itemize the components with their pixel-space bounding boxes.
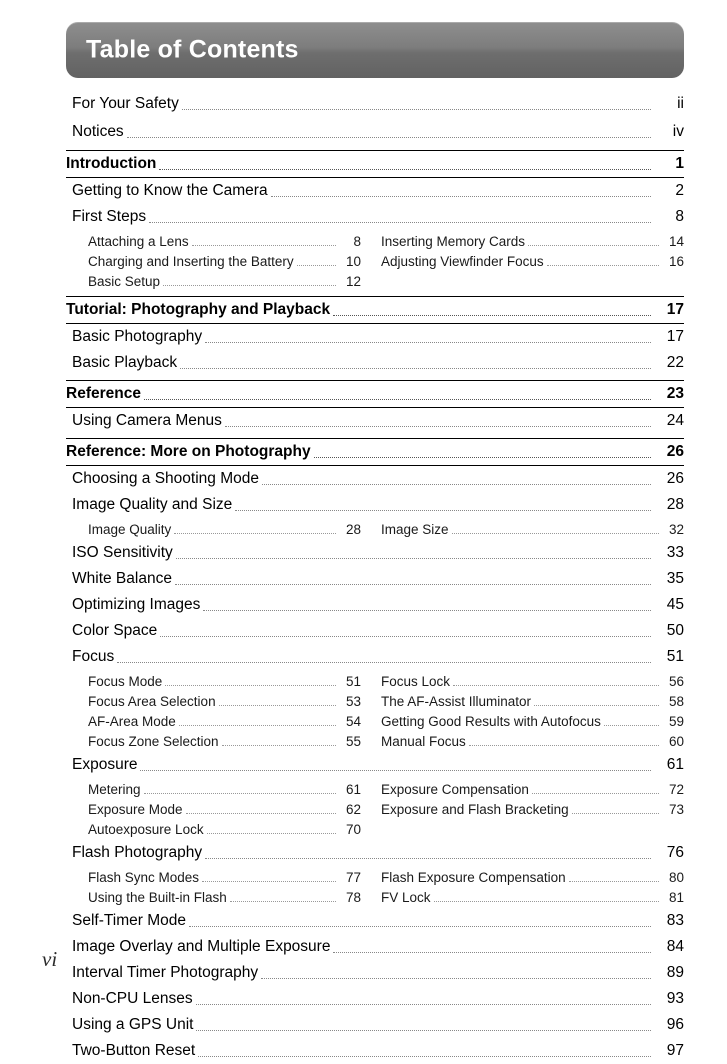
toc-entry-label: For Your Safety [72, 95, 179, 112]
toc-entry-page-number: 22 [666, 354, 684, 371]
toc-entry-label: Image Quality and Size [72, 496, 233, 513]
toc-entry-sub[interactable] [381, 867, 684, 887]
toc-entry-level2[interactable] [66, 960, 684, 986]
toc-entry-sub[interactable] [381, 251, 684, 271]
toc-entry-page-number: 80 [668, 869, 684, 885]
dot-leader [160, 636, 651, 637]
toc-entry-page-number: 8 [353, 233, 361, 249]
toc-entry-label: Choosing a Shooting Mode [72, 470, 259, 487]
toc-entry-page-number: 32 [668, 521, 684, 537]
toc-subentry-column-right [375, 519, 684, 539]
toc-entry-level2[interactable] [66, 618, 684, 644]
toc-entry-list [66, 90, 684, 1064]
dot-leader [572, 813, 659, 814]
toc-entry-level2[interactable] [66, 466, 684, 492]
dot-leader [230, 901, 336, 902]
toc-header-banner [66, 22, 684, 78]
dot-leader [182, 109, 651, 110]
toc-entry-label: Color Space [72, 622, 158, 639]
toc-entry-page-number: 51 [345, 673, 361, 689]
toc-entry-label: Inserting Memory Cards [381, 233, 526, 249]
toc-section-heading[interactable] [66, 150, 684, 178]
toc-entry-page-number: 1 [675, 155, 684, 172]
toc-entry-sub[interactable] [88, 231, 361, 251]
toc-entry-page-number: 24 [666, 412, 684, 429]
toc-entry-sub[interactable] [88, 887, 361, 907]
toc-entry-sub[interactable] [88, 691, 361, 711]
toc-entry-label: Basic Setup [88, 273, 161, 289]
toc-subentry-column-left [66, 519, 375, 539]
dot-leader [144, 399, 651, 400]
toc-entry-label: Focus Area Selection [88, 693, 216, 709]
toc-entry-label: ISO Sensitivity [72, 544, 173, 561]
toc-entry-level2[interactable] [66, 204, 684, 230]
dot-leader [180, 368, 651, 369]
toc-entry-label: Flash Exposure Compensation [381, 869, 566, 885]
toc-entry-label: Using Camera Menus [72, 412, 222, 429]
dot-leader [140, 770, 651, 771]
toc-entry-label: Reference [66, 385, 141, 402]
toc-subentry-column-left [66, 779, 375, 839]
toc-entry-level2[interactable] [66, 324, 684, 350]
page-title: Table of Contents [86, 35, 299, 64]
dot-leader [175, 584, 651, 585]
toc-entry-page-number: 33 [666, 544, 684, 561]
dot-leader [314, 457, 651, 458]
toc-entry-sub[interactable] [88, 799, 361, 819]
toc-entry-label: Optimizing Images [72, 596, 201, 613]
toc-subentry-grid [66, 778, 684, 840]
dot-leader [163, 285, 336, 286]
page-folio: vi [42, 947, 58, 971]
dot-leader [271, 196, 651, 197]
dot-leader [203, 610, 651, 611]
dot-leader [202, 881, 336, 882]
toc-entry-page-number: ii [677, 95, 684, 112]
toc-entry-page-number: 81 [668, 889, 684, 905]
dot-leader [176, 558, 651, 559]
toc-entry-page-number: iv [672, 123, 684, 140]
toc-entry-sub[interactable] [88, 867, 361, 887]
toc-entry-page-number: 50 [666, 622, 684, 639]
toc-entry-sub[interactable] [88, 711, 361, 731]
toc-entry-level2[interactable] [66, 408, 684, 434]
dot-leader [149, 222, 651, 223]
toc-entry-label: White Balance [72, 570, 172, 587]
toc-subentry-grid [66, 670, 684, 752]
toc-entry-level2[interactable] [66, 592, 684, 618]
toc-entry-sub[interactable] [88, 779, 361, 799]
dot-leader [604, 725, 659, 726]
toc-entry-label: Flash Sync Modes [88, 869, 200, 885]
toc-entry-sub[interactable] [88, 271, 361, 291]
toc-entry-page-number: 51 [666, 648, 684, 665]
toc-entry-level1[interactable] [66, 118, 684, 146]
toc-entry-page-number: 16 [668, 253, 684, 269]
dot-leader [261, 978, 651, 979]
toc-section-heading[interactable] [66, 438, 684, 466]
toc-entry-level2[interactable] [66, 840, 684, 866]
toc-subentry-column-right [375, 231, 684, 291]
toc-entry-page-number: 14 [668, 233, 684, 249]
toc-entry-level1[interactable] [66, 90, 684, 118]
dot-leader [452, 533, 659, 534]
toc-entry-page-number: 78 [345, 889, 361, 905]
dot-leader [179, 725, 336, 726]
toc-entry-label: Image Size [381, 521, 449, 537]
toc-entry-sub[interactable] [381, 731, 684, 751]
toc-entry-label: Manual Focus [381, 733, 466, 749]
toc-entry-page-number: 93 [666, 990, 684, 1007]
dot-leader [569, 881, 659, 882]
toc-entry-page-number: 83 [666, 912, 684, 929]
toc-entry-level2[interactable] [66, 566, 684, 592]
toc-entry-page-number: 35 [666, 570, 684, 587]
toc-subentry-column-right [375, 671, 684, 751]
toc-entry-sub[interactable] [381, 691, 684, 711]
toc-entry-level2[interactable] [66, 350, 684, 376]
toc-entry-page-number: 56 [668, 673, 684, 689]
toc-entry-label: Using a GPS Unit [72, 1016, 194, 1033]
dot-leader [235, 510, 651, 511]
toc-entry-label: Adjusting Viewfinder Focus [381, 253, 544, 269]
toc-entry-label: Focus Lock [381, 673, 451, 689]
toc-subentry-grid [66, 518, 684, 540]
toc-entry-label: Reference: More on Photography [66, 443, 311, 460]
toc-entry-label: Tutorial: Photography and Playback [66, 301, 331, 318]
toc-entry-level2[interactable] [66, 752, 684, 778]
dot-leader [117, 662, 651, 663]
dot-leader [469, 745, 659, 746]
toc-entry-page-number: 28 [345, 521, 361, 537]
toc-entry-page-number: 77 [345, 869, 361, 885]
dot-leader [528, 245, 659, 246]
toc-entry-sub[interactable] [381, 799, 684, 819]
toc-entry-label: Non-CPU Lenses [72, 990, 193, 1007]
toc-entry-label: Notices [72, 123, 124, 140]
toc-entry-level2[interactable] [66, 934, 684, 960]
toc-entry-label: Exposure [72, 756, 138, 773]
dot-leader [225, 426, 651, 427]
toc-entry-label: Basic Playback [72, 354, 178, 371]
toc-entry-page-number: 8 [675, 208, 684, 225]
toc-entry-label: Image Overlay and Multiple Exposure [72, 938, 331, 955]
toc-entry-page-number: 2 [675, 182, 684, 199]
toc-entry-page-number: 26 [666, 443, 684, 460]
dot-leader [186, 813, 336, 814]
dot-leader [453, 685, 659, 686]
toc-entry-label: Flash Photography [72, 844, 203, 861]
toc-entry-page-number: 10 [345, 253, 361, 269]
toc-entry-page-number: 53 [345, 693, 361, 709]
toc-entry-label: Using the Built-in Flash [88, 889, 227, 905]
toc-entry-level2[interactable] [66, 178, 684, 204]
toc-entry-page-number: 23 [666, 385, 684, 402]
toc-entry-label: Focus Zone Selection [88, 733, 219, 749]
toc-entry-sub[interactable] [88, 731, 361, 751]
toc-entry-page-number: 59 [668, 713, 684, 729]
toc-subentry-column-right [375, 779, 684, 839]
toc-entry-label: Focus Mode [88, 673, 163, 689]
toc-entry-page-number: 96 [666, 1016, 684, 1033]
toc-entry-sub[interactable] [381, 519, 684, 539]
toc-entry-page-number: 26 [666, 470, 684, 487]
toc-entry-page-number: 97 [666, 1042, 684, 1059]
toc-entry-label: Exposure and Flash Bracketing [381, 801, 569, 817]
toc-section-heading[interactable] [66, 296, 684, 324]
toc-entry-label: AF-Area Mode [88, 713, 176, 729]
dot-leader [174, 533, 336, 534]
toc-entry-page-number: 58 [668, 693, 684, 709]
toc-section-heading[interactable] [66, 380, 684, 408]
dot-leader [165, 685, 336, 686]
dot-leader [547, 265, 659, 266]
dot-leader [333, 952, 651, 953]
toc-entry-label: First Steps [72, 208, 147, 225]
toc-entry-sub[interactable] [88, 519, 361, 539]
toc-entry-label: Focus [72, 648, 115, 665]
dot-leader [205, 858, 651, 859]
toc-entry-level2[interactable] [66, 908, 684, 934]
toc-entry-page-number: 89 [666, 964, 684, 981]
toc-entry-page-number: 61 [666, 756, 684, 773]
dot-leader [534, 705, 659, 706]
dot-leader [192, 245, 336, 246]
dot-leader [189, 926, 651, 927]
dot-leader [262, 484, 651, 485]
toc-entry-label: Attaching a Lens [88, 233, 189, 249]
toc-entry-label: Getting Good Results with Autofocus [381, 713, 601, 729]
dot-leader [196, 1030, 651, 1031]
toc-entry-level2[interactable] [66, 644, 684, 670]
toc-entry-label: Exposure Mode [88, 801, 183, 817]
toc-entry-level2[interactable] [66, 1038, 684, 1064]
toc-subentry-column-left [66, 671, 375, 751]
toc-entry-sub[interactable] [381, 231, 684, 251]
toc-entry-page-number: 60 [668, 733, 684, 749]
toc-entry-label: Getting to Know the Camera [72, 182, 268, 199]
toc-entry-page-number: 84 [666, 938, 684, 955]
toc-entry-label: The AF-Assist Illuminator [381, 693, 532, 709]
toc-entry-sub[interactable] [88, 819, 361, 839]
toc-entry-label: FV Lock [381, 889, 431, 905]
dot-leader [219, 705, 336, 706]
dot-leader [127, 137, 651, 138]
dot-leader [222, 745, 336, 746]
toc-entry-sub[interactable] [381, 671, 684, 691]
toc-entry-page-number: 28 [666, 496, 684, 513]
toc-entry-level2[interactable] [66, 492, 684, 518]
toc-entry-label: Exposure Compensation [381, 781, 529, 797]
dot-leader [434, 901, 659, 902]
dot-leader [207, 833, 336, 834]
toc-entry-page-number: 61 [345, 781, 361, 797]
toc-entry-label: Charging and Inserting the Battery [88, 253, 294, 269]
dot-leader [532, 793, 659, 794]
toc-entry-label: Interval Timer Photography [72, 964, 259, 981]
toc-entry-page-number: 73 [668, 801, 684, 817]
toc-entry-sub[interactable] [381, 887, 684, 907]
dot-leader [196, 1004, 651, 1005]
toc-entry-level2[interactable] [66, 1012, 684, 1038]
dot-leader [205, 342, 651, 343]
toc-entry-page-number: 62 [345, 801, 361, 817]
toc-subentry-column-left [66, 867, 375, 907]
dot-leader [297, 265, 336, 266]
toc-entry-sub[interactable] [381, 779, 684, 799]
toc-subentry-column-left [66, 231, 375, 291]
toc-entry-page-number: 17 [666, 328, 684, 345]
dot-leader [159, 169, 651, 170]
dot-leader [333, 315, 651, 316]
toc-entry-level2[interactable] [66, 986, 684, 1012]
toc-entry-page-number: 12 [345, 273, 361, 289]
toc-entry-label: Introduction [66, 155, 157, 172]
toc-entry-label: Autoexposure Lock [88, 821, 204, 837]
toc-subentry-column-right [375, 867, 684, 907]
toc-entry-label: Self-Timer Mode [72, 912, 186, 929]
toc-subentry-grid [66, 866, 684, 908]
toc-entry-page-number: 45 [666, 596, 684, 613]
toc-entry-label: Metering [88, 781, 141, 797]
toc-entry-sub[interactable] [88, 671, 361, 691]
toc-entry-label: Image Quality [88, 521, 172, 537]
toc-entry-sub[interactable] [88, 251, 361, 271]
toc-entry-page-number: 54 [345, 713, 361, 729]
toc-entry-page-number: 76 [666, 844, 684, 861]
toc-entry-label: Basic Photography [72, 328, 203, 345]
toc-entry-page-number: 70 [345, 821, 361, 837]
toc-entry-page-number: 17 [666, 301, 684, 318]
toc-entry-page-number: 55 [345, 733, 361, 749]
toc-entry-sub[interactable] [381, 711, 684, 731]
toc-entry-level2[interactable] [66, 540, 684, 566]
dot-leader [144, 793, 336, 794]
toc-subentry-grid [66, 230, 684, 292]
dot-leader [198, 1056, 651, 1057]
toc-entry-label: Two-Button Reset [72, 1042, 196, 1059]
toc-entry-page-number: 72 [668, 781, 684, 797]
